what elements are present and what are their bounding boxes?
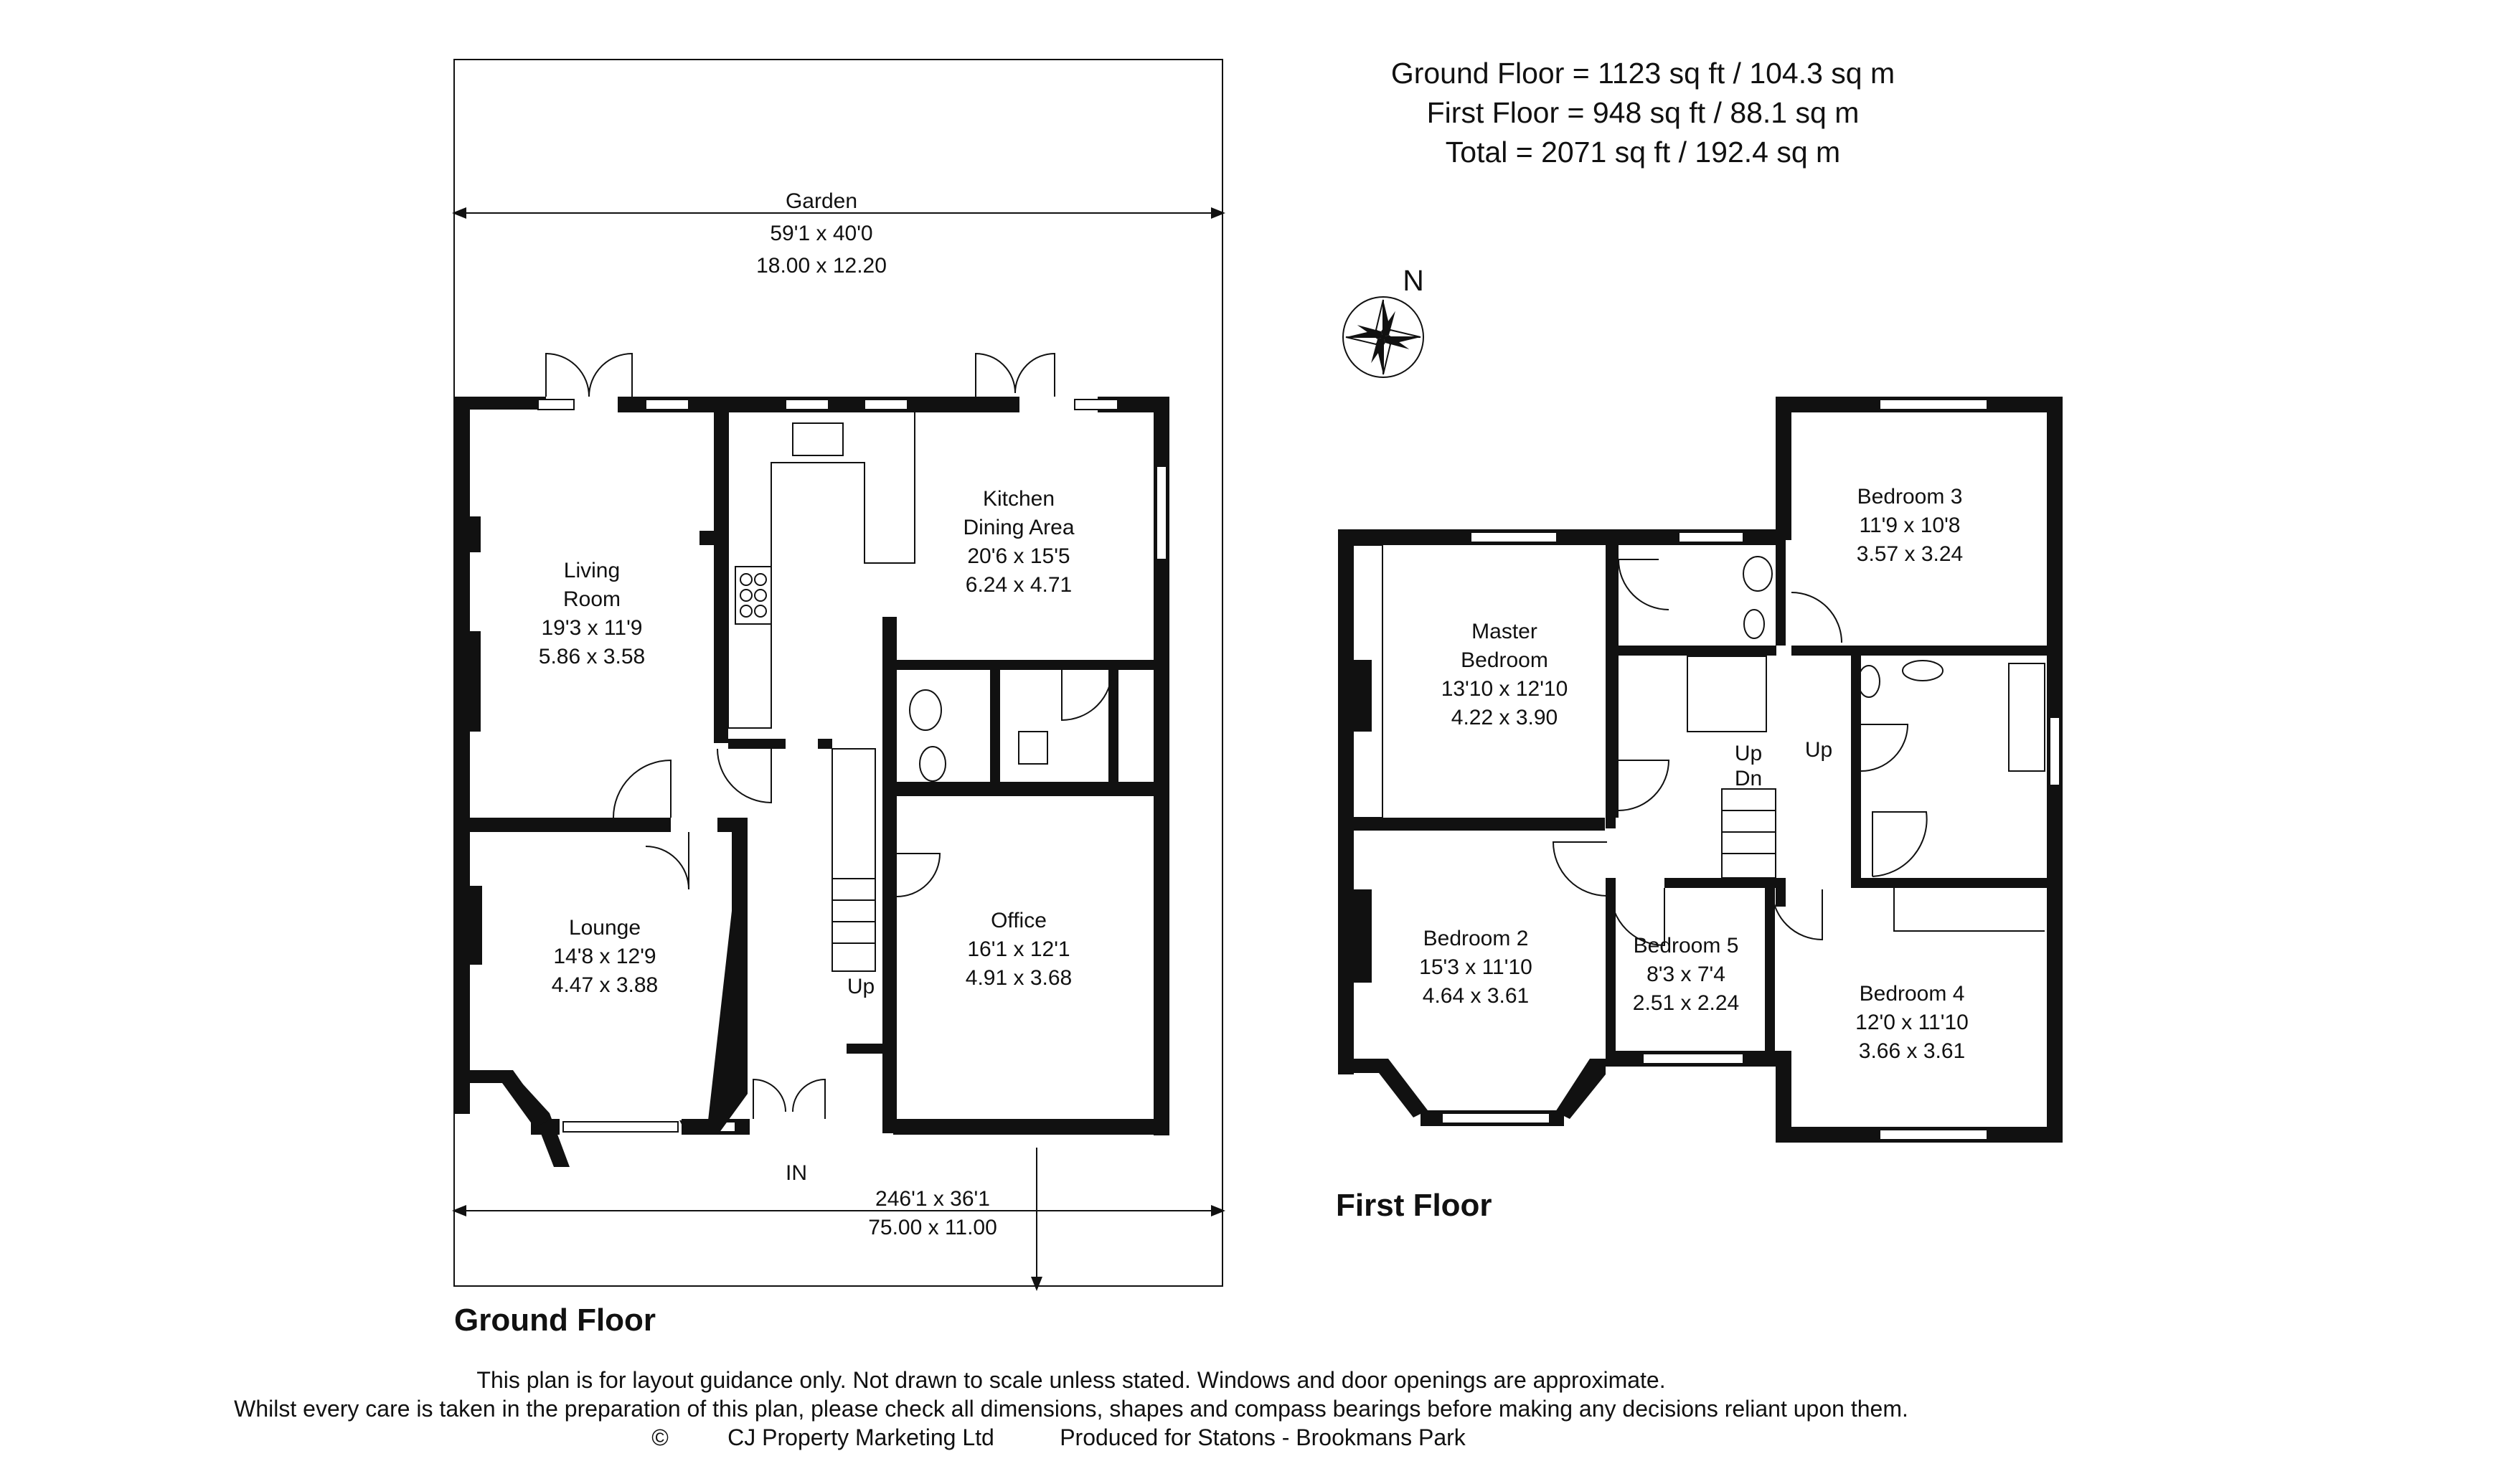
lounge-bay-east bbox=[679, 911, 748, 1133]
first-floor-stairs bbox=[1722, 789, 1776, 878]
lounge-bay-west bbox=[470, 1070, 549, 1128]
wall-understairs bbox=[847, 1044, 893, 1054]
ff-west-wall bbox=[1338, 529, 1354, 1074]
stairs-up-label: Up bbox=[847, 975, 875, 998]
wall-ensuite-south bbox=[1619, 646, 1776, 656]
first-floor-area: First Floor = 948 sq ft / 88.1 sq m bbox=[1426, 96, 1860, 129]
living-room-name-2: Room bbox=[562, 587, 621, 611]
wall-kitchen-hall bbox=[728, 739, 786, 749]
door-cupboard[interactable] bbox=[1062, 670, 1112, 720]
garden-imperial: 59'1 x 40'0 bbox=[770, 222, 873, 245]
chimney-master bbox=[1349, 660, 1372, 732]
wall-bed4-north bbox=[1851, 878, 2050, 888]
window-kitchen-east bbox=[1156, 466, 1167, 559]
wall-landing-west bbox=[1606, 742, 1616, 828]
wall-lounge-east bbox=[732, 832, 748, 918]
wall-lounge-hall bbox=[717, 818, 748, 832]
window-living-2 bbox=[646, 400, 689, 410]
ground-floor-area: Ground Floor = 1123 sq ft / 104.3 sq m bbox=[1390, 57, 1895, 90]
bedroom3-imperial: 11'9 x 10'8 bbox=[1859, 514, 1961, 537]
toilet-icon bbox=[1858, 666, 1880, 697]
wc-basin-icon bbox=[910, 690, 941, 730]
door-kitchen[interactable] bbox=[717, 749, 771, 803]
ff-bay-east bbox=[1555, 1059, 1606, 1119]
window-lounge-bay bbox=[563, 1122, 678, 1132]
ground-floor-stairs bbox=[832, 749, 875, 971]
plot-metric: 75.00 x 11.00 bbox=[868, 1216, 997, 1239]
window-living-1 bbox=[538, 400, 574, 410]
shower-icon bbox=[1872, 812, 1927, 876]
ensuite-basin-icon bbox=[1743, 557, 1772, 591]
wall-kitchen-hall-b bbox=[818, 739, 832, 749]
ensuite-toilet-icon bbox=[1744, 610, 1764, 638]
wall-master-bed2 bbox=[1354, 818, 1605, 831]
window-bedroom5 bbox=[1643, 1054, 1743, 1064]
french-doors-kitchen[interactable] bbox=[976, 354, 1055, 397]
master-name-2: Bedroom bbox=[1461, 648, 1548, 672]
disclaimer bbox=[234, 1367, 1908, 1450]
garden-metric: 18.00 x 12.20 bbox=[756, 254, 887, 278]
ff-stair-dn-label: Dn bbox=[1734, 767, 1763, 790]
ground-floor-outer-walls bbox=[454, 397, 570, 1167]
wall-bed3-south bbox=[1791, 646, 2050, 656]
wall-bed5-north bbox=[1664, 878, 1776, 888]
window-master bbox=[1471, 532, 1557, 542]
kitchen-imperial: 20'6 x 15'5 bbox=[967, 544, 1070, 568]
wall-landing-bed4 bbox=[1776, 878, 1786, 907]
fireplace-lounge bbox=[466, 886, 482, 965]
lounge-name: Lounge bbox=[568, 916, 641, 940]
kitchen-name-2: Dining Area bbox=[963, 516, 1075, 539]
west-wall bbox=[454, 397, 470, 1114]
pier-living bbox=[699, 531, 728, 545]
wall-cupboard bbox=[1108, 670, 1118, 792]
chimney-bed2 bbox=[1349, 889, 1372, 983]
window-kitchen-1 bbox=[786, 400, 829, 410]
wall-wc-mid bbox=[990, 670, 1000, 792]
window-ensuite bbox=[1679, 532, 1743, 542]
wall-ensuite-east bbox=[1776, 531, 1786, 646]
office-metric: 4.91 x 3.68 bbox=[965, 966, 1073, 990]
bedroom2-name: Bedroom 2 bbox=[1423, 927, 1529, 950]
compass-north-label: N bbox=[1403, 264, 1424, 297]
bedroom2-imperial: 15'3 x 11'10 bbox=[1419, 955, 1532, 979]
master-imperial: 13'10 x 12'10 bbox=[1441, 677, 1568, 701]
total-area: Total = 2071 sq ft / 192.4 sq m bbox=[1445, 136, 1841, 169]
ff-stair-up-label: Up bbox=[1734, 742, 1763, 765]
ff-landing-up-label: Up bbox=[1804, 738, 1833, 762]
office-imperial: 16'1 x 12'1 bbox=[967, 937, 1070, 961]
kitchen-sink-icon bbox=[793, 423, 843, 455]
door-office[interactable] bbox=[897, 854, 940, 897]
wc-toilet-icon bbox=[920, 747, 946, 781]
ground-floor-plan bbox=[454, 60, 1222, 1338]
door-master[interactable] bbox=[1619, 760, 1669, 810]
office-name: Office bbox=[991, 909, 1047, 932]
window-kitchen-3 bbox=[1075, 400, 1118, 410]
french-doors-living[interactable] bbox=[546, 354, 632, 397]
compass-icon bbox=[1343, 297, 1423, 377]
entrance-label: IN bbox=[786, 1161, 807, 1185]
company-name: CJ Property Marketing Ltd bbox=[727, 1424, 994, 1450]
basin-icon bbox=[1903, 661, 1943, 681]
ff-step-wall bbox=[1776, 397, 1791, 540]
lounge-imperial: 14'8 x 12'9 bbox=[553, 945, 656, 968]
bedroom5-name: Bedroom 5 bbox=[1633, 934, 1739, 958]
ensuite-shower-icon bbox=[1687, 656, 1766, 732]
kitchen-metric: 6.24 x 4.71 bbox=[965, 573, 1073, 597]
bath-icon bbox=[2009, 663, 2045, 771]
bedroom4-name: Bedroom 4 bbox=[1859, 982, 1965, 1006]
lounge-metric: 4.47 x 3.88 bbox=[551, 973, 659, 997]
master-metric: 4.22 x 3.90 bbox=[1451, 706, 1558, 729]
bedroom3-name: Bedroom 3 bbox=[1857, 485, 1963, 509]
utility-sink-icon bbox=[1019, 732, 1047, 764]
front-door[interactable] bbox=[753, 1079, 825, 1119]
copyright-symbol: © bbox=[651, 1424, 669, 1450]
living-room-name-1: Living bbox=[563, 559, 621, 582]
wall-wc-north bbox=[897, 660, 1155, 670]
wall-bed2-bed5 bbox=[1606, 878, 1616, 1064]
first-floor-plan bbox=[1336, 397, 2063, 1223]
wall-hall-office bbox=[882, 617, 897, 1133]
window-bathroom bbox=[2050, 717, 2060, 785]
window-bedroom3 bbox=[1880, 400, 1987, 410]
wall-living-kitchen bbox=[714, 397, 728, 743]
fireplace-living-b bbox=[466, 631, 481, 732]
first-floor-title: First Floor bbox=[1336, 1188, 1492, 1223]
area-summary bbox=[1391, 57, 1895, 169]
window-bedroom4 bbox=[1880, 1130, 1987, 1140]
bedroom2-metric: 4.64 x 3.61 bbox=[1422, 984, 1530, 1008]
door-ensuite[interactable] bbox=[1619, 559, 1669, 610]
bed4-wardrobes bbox=[1894, 888, 2045, 931]
living-room-metric: 5.86 x 3.58 bbox=[538, 645, 646, 668]
south-wall-office bbox=[893, 1119, 1169, 1135]
disclaimer-line1: This plan is for layout guidance only. Not drawn to scale unless stated. Windows and door openings are approximate. bbox=[476, 1367, 1666, 1393]
master-name-1: Master bbox=[1471, 620, 1537, 643]
door-bathroom[interactable] bbox=[1861, 724, 1908, 771]
wall-living-lounge bbox=[470, 818, 671, 832]
ff-bay-west bbox=[1338, 1059, 1428, 1117]
garden-name: Garden bbox=[785, 189, 858, 213]
disclaimer-line2: Whilst every care is taken in the preparation of this plan, please check all dimensions, shapes and compass bearings before making any decisions reliant upon them. bbox=[234, 1396, 1908, 1422]
ground-floor-title: Ground Floor bbox=[454, 1303, 656, 1338]
bedroom4-metric: 3.66 x 3.61 bbox=[1858, 1039, 1966, 1063]
door-bedroom3[interactable] bbox=[1791, 592, 1842, 643]
fireplace-living-a bbox=[466, 516, 481, 552]
window-kitchen-2 bbox=[865, 400, 908, 410]
bedroom4-imperial: 12'0 x 11'10 bbox=[1855, 1011, 1969, 1034]
door-bedroom2[interactable] bbox=[1553, 842, 1607, 896]
produced-for: Produced for Statons - Brookmans Park bbox=[1060, 1424, 1466, 1450]
living-room-imperial: 19'3 x 11'9 bbox=[541, 616, 643, 640]
door-living[interactable] bbox=[613, 760, 671, 818]
bedroom5-metric: 2.51 x 2.24 bbox=[1632, 991, 1740, 1015]
bedroom5-imperial: 8'3 x 7'4 bbox=[1646, 963, 1725, 986]
door-lounge[interactable] bbox=[646, 832, 689, 889]
wall-bed5-east bbox=[1765, 888, 1775, 1060]
plot-imperial: 246'1 x 36'1 bbox=[875, 1187, 990, 1211]
kitchen-name-1: Kitchen bbox=[982, 487, 1055, 511]
window-bedroom2 bbox=[1442, 1113, 1550, 1123]
bedroom3-metric: 3.57 x 3.24 bbox=[1856, 542, 1964, 566]
